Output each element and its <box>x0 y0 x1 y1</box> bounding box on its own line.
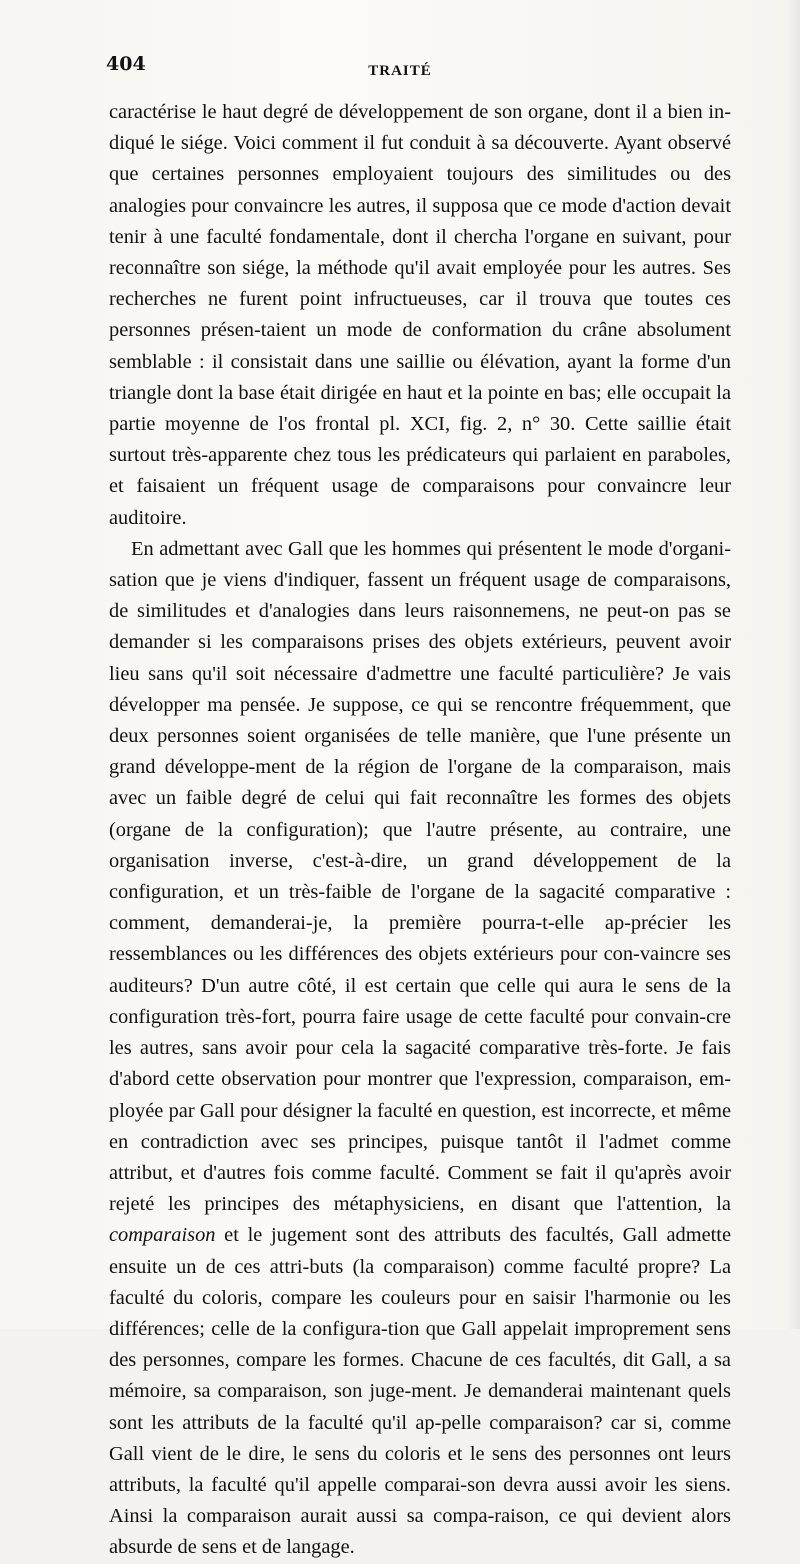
paragraph-1: caractérise le haut degré de développement de son organe, dont il a bien in-diqué le siége. Voici comment il fut conduit à sa découverte. Ayant observé que certaines personnes employaient toujours des similitudes ou des analogies pour convaincre les autres, il supposa que ce mode d'action devait tenir à une faculté fondamentale, dont il chercha l'organe en suivant, pour reconnaître son siége, la méthode qu'il avait employée pour les autres. Ses recherches ne furent point infructueuses, car il trouva que toutes ces personnes présen-taient un mode de conformation du crâne absolument semblable : il consistait dans une saillie ou élévation, ayant la forme d'un triangle dont la base était dirigée en haut et la pointe en bas; elle occupait la partie moyenne de l'os frontal pl. XCI, fig. 2, n° 30. Cette saillie était surtout très-apparente chez tous les prédicateurs qui parlaient en paraboles, et faisaient un fréquent usage de comparaisons pour convaincre leur auditoire. <box>109 101 731 529</box>
running-title: TRAITÉ <box>368 63 432 79</box>
page-number: 404 <box>106 53 146 75</box>
page-edge-shadow <box>786 0 800 1329</box>
paragraph-2-text-after: et le jugement sont des attributs des facultés, Gall admette ensuite un de ces attri-buts (la comparaison) comme faculté propre? La faculté du coloris, compare les couleurs pour en saisir l'harmonie ou les différences; celle de la configura-tion que Gall appelait improprement sens des personnes, compare les formes. Chacune de ces facultés, dit Gall, a sa mémoire, sa comparaison, son juge-ment. Je demanderai maintenant quels sont les attributs de la faculté qu'il ap-pelle comparaison? car si, comme Gall vient de le dire, le sens du coloris et le sens des personnes ont leurs attributs, la faculté qu'il appelle comparai-son devra aussi avoir les siens. Ainsi la comparaison aurait aussi sa compa-raison, ce qui devient alors absurde de sens et de langage. <box>109 1224 731 1559</box>
italic-term-comparaison: comparaison <box>109 1224 216 1247</box>
paragraph-2-text-before: En admettant avec Gall que les hommes qui présentent le mode d'organi-sation que je viens d'indiquer, fassent un fréquent usage de comparaisons, de similitudes et d'analogies dans leurs raisonnemens, ne peut-on pas se demander si les comparaisons prises des objets extérieurs, peuvent avoir lieu sans qu'il soit nécessaire d'admettre une faculté particulière? Je vais développer ma pensée. Je suppose, ce qui se rencontre fréquemment, que deux personnes soient organisées de telle manière, que l'une présente un grand développe-ment de la région de l'organe de la comparaison, mais avec un faible degré de celui qui fait reconnaître les formes des objets (organe de la configuration); que l'autre présente, au contraire, une organisation inverse, c'est-à-dire, un grand développement de la configuration, et un très-faible de l'organe de la sagacité comparative : comment, demanderai-je, la première pourra-t-elle ap-précier les ressemblances ou les différences des objets extérieurs pour con-vaincre ses auditeurs? D'un autre côté, il est certain que celle qui aura le sens de la configuration très-fort, pourra faire usage de cette faculté pour convain-cre les autres, sans avoir pour cela la sagacité comparative très-forte. Je fais d'abord cette observation pour montrer que l'expression, comparaison, em-ployée par Gall pour désigner la faculté en question, est incorrecte, et même en contradiction avec ses principes, puisque tantôt il l'admet comme attribut, et d'autres fois comme faculté. Comment se fait il qu'après avoir rejeté les principes des métaphysiciens, en disant que l'attention, la <box>109 537 731 1216</box>
paragraph-2 <box>109 534 731 1564</box>
body-text <box>109 97 731 1564</box>
